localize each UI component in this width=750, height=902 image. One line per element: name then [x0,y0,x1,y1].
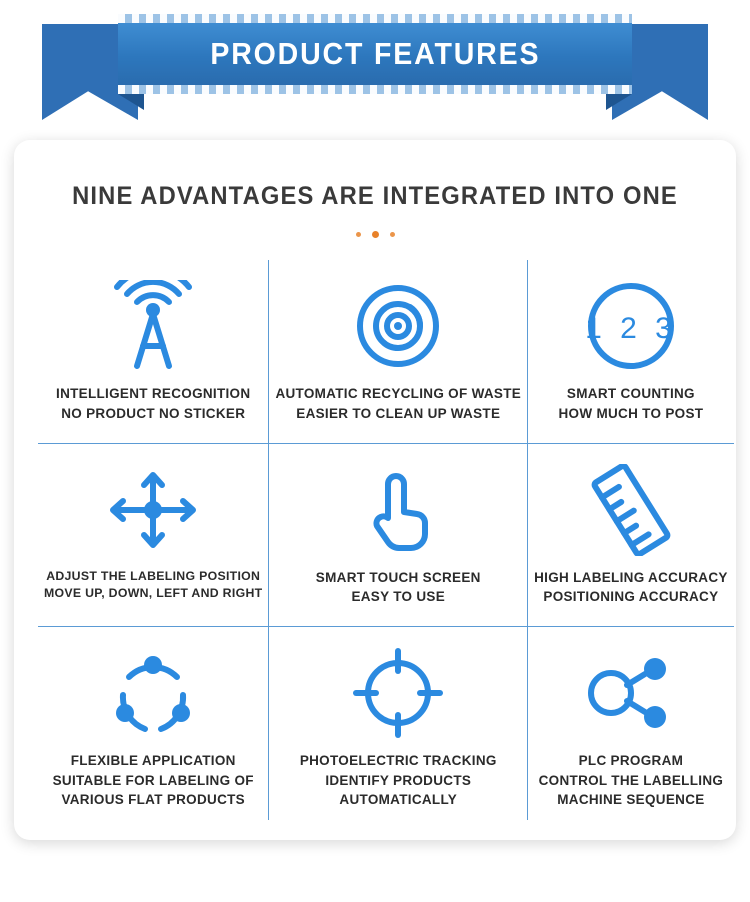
feature-line: EASIER TO CLEAN UP WASTE [296,405,501,421]
dot-3 [390,232,395,237]
banner [0,6,750,126]
feature-cell [269,444,528,628]
feature-labels [559,384,704,423]
banner-title: PRODUCT FEATURES [210,36,540,71]
feature-cell [38,260,269,444]
feature-line: AUTOMATICALLY [339,792,458,808]
feature-line: HOW MUCH TO POST [558,405,704,421]
feature-labels [316,568,481,607]
feature-labels [539,751,724,810]
photoelectric-target-icon [352,641,444,745]
feature-line: FLEXIBLE APPLICATION [70,753,236,769]
feature-line: MACHINE SEQUENCE [557,792,705,808]
feature-cell [269,627,528,820]
feature-cell [528,627,734,820]
feature-cell [38,627,269,820]
feature-line: PLC PROGRAM [578,753,684,769]
counter-123-icon [578,274,684,378]
feature-labels [300,751,497,810]
feature-line: IDENTIFY PRODUCTS [325,772,472,788]
feature-labels [53,751,254,810]
dot-2 [372,231,379,238]
ruler-icon [585,458,677,562]
dot-separator [14,231,736,238]
feature-cell [269,260,528,444]
features-card [14,140,736,840]
touch-hand-icon [355,458,441,562]
feature-line: ADJUST THE LABELING POSITION [46,568,261,583]
flexible-nodes-icon [105,641,201,745]
feature-labels [44,568,262,604]
signal-tower-icon [93,274,213,378]
page-title: NINE ADVANTAGES ARE INTEGRATED INTO ONE [72,182,678,210]
feature-line: EASY TO USE [351,589,446,605]
feature-line: INTELLIGENT RECOGNITION [56,386,251,401]
feature-line: SMART TOUCH SCREEN [315,569,481,585]
feature-line: AUTOMATIC RECYCLING OF WASTE [275,386,522,401]
feature-line: MOVE UP, DOWN, LEFT AND RIGHT [44,586,263,601]
feature-line: CONTROL THE LABELLING [538,772,724,788]
ribbon-banner [118,14,632,94]
label-roll-icon [350,274,446,378]
feature-labels [275,384,521,423]
feature-line: POSITIONING ACCURACY [543,589,719,605]
feature-line: SUITABLE FOR LABELING OF [52,772,254,788]
four-way-arrows-icon [98,458,208,562]
feature-cell [38,444,269,628]
feature-line: VARIOUS FLAT PRODUCTS [61,792,245,808]
feature-cell [528,444,734,628]
feature-line: SMART COUNTING [566,386,695,401]
feature-line: PHOTOELECTRIC TRACKING [299,753,497,769]
feature-line: HIGH LABELING ACCURACY [534,569,728,585]
svg-text:1 2 3: 1 2 3 [585,312,677,345]
feature-labels [534,568,728,607]
plc-share-nodes-icon [581,641,681,745]
feature-labels [56,384,250,423]
dot-1 [356,232,361,237]
features-grid [38,260,728,820]
feature-line: NO PRODUCT NO STICKER [61,405,246,421]
feature-cell [528,260,734,444]
